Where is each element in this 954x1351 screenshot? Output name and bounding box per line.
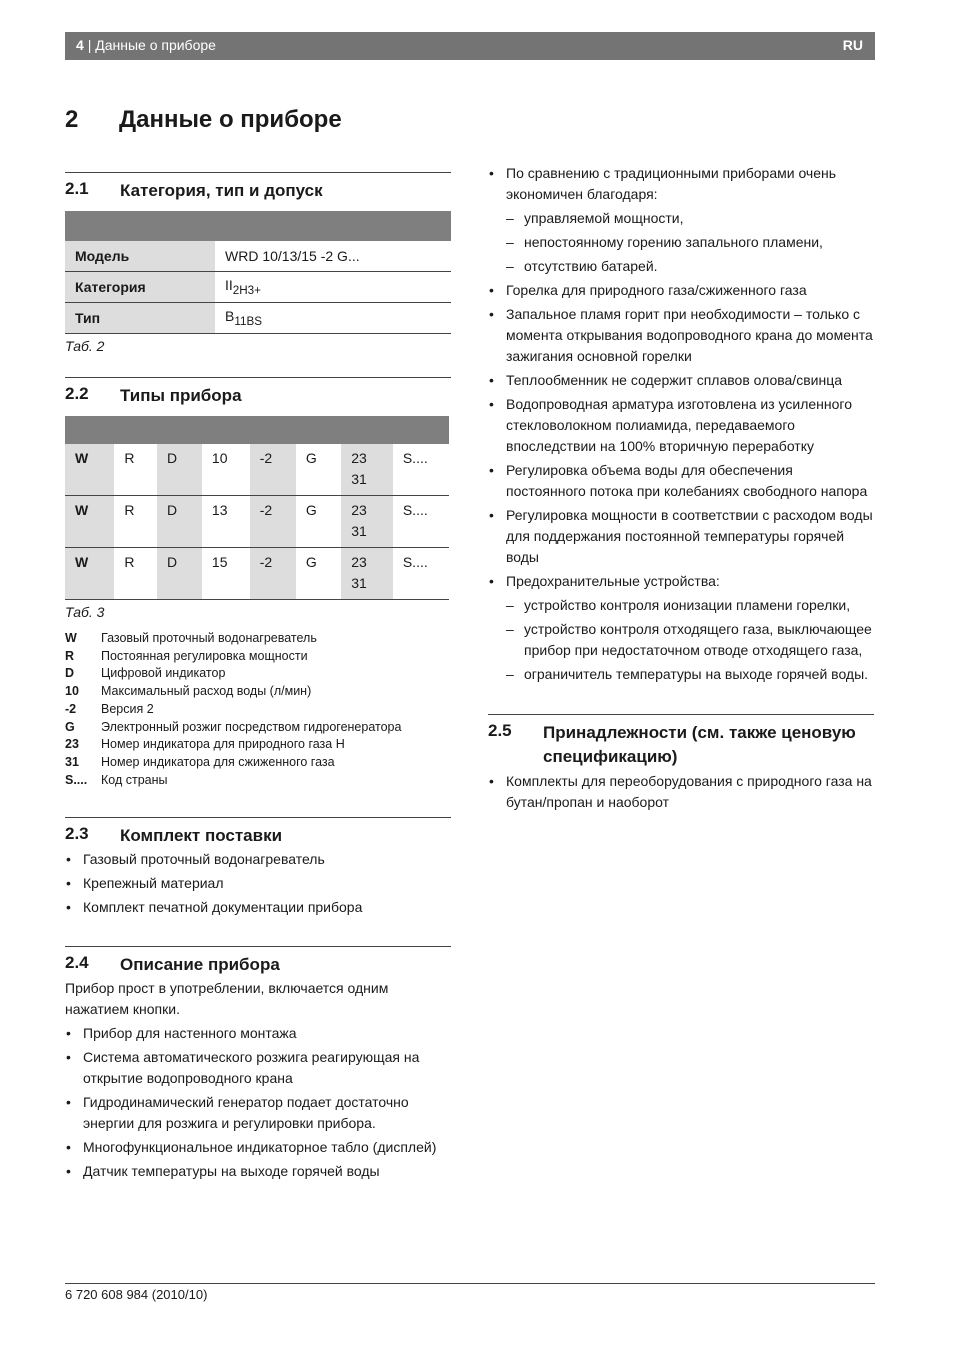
list-item <box>488 370 874 391</box>
table-cell: D <box>157 444 202 496</box>
table-cell: G <box>296 548 341 600</box>
list-item: • Прибор для настенного монтажа <box>65 1023 451 1044</box>
list-item <box>488 460 874 502</box>
list-item-text: По сравнению с традиционными приборами очень экономичен благодаря: <box>506 165 837 202</box>
types-legend <box>65 630 451 789</box>
sub-list-item: – отсутствию батарей. <box>506 256 874 277</box>
list-item: • Датчик температуры на выходе горячей воды <box>65 1161 451 1182</box>
section-title: Типы прибора <box>120 386 242 405</box>
section-title: Принадлежности (см. также ценовую спецификацию) <box>543 723 856 766</box>
section-2-5-heading <box>488 714 874 769</box>
category-table <box>65 211 451 334</box>
table-row <box>65 272 451 303</box>
table-cell: R <box>114 444 157 496</box>
sub-list <box>506 595 874 685</box>
footer-divider <box>65 1283 875 1284</box>
table-cell: -2 <box>250 444 296 496</box>
table-row <box>65 241 451 272</box>
list-item-text: Теплообменник не содержит сплавов олова/свинца <box>506 372 842 388</box>
page-number: 4 <box>76 37 84 53</box>
list-item-text: Регулировка мощности в соответствии с расходом воды для поддержания постоянной температуры горячей воды <box>506 507 873 565</box>
legend-code: 10 <box>65 684 79 699</box>
section-title: Комплект поставки <box>120 826 283 846</box>
row-key: Модель <box>65 241 215 272</box>
section-2-2-heading <box>65 377 451 408</box>
list-item <box>488 280 874 301</box>
accessories-list <box>488 771 874 813</box>
table-cell: W <box>65 444 114 496</box>
table-cell: 23 31 <box>341 548 393 600</box>
legend-item <box>65 648 451 666</box>
legend-text: Максимальный расход воды (л/мин) <box>101 684 312 699</box>
right-column <box>488 163 874 816</box>
sub-list-item: – непостоянному горению запального пламени, <box>506 232 874 253</box>
section-2-4-heading <box>65 946 451 977</box>
legend-item <box>65 719 451 737</box>
list-item: • Многофункциональное индикаторное табло (дисплей) <box>65 1137 451 1158</box>
legend-code: S.... <box>65 772 88 787</box>
list-item <box>488 304 874 367</box>
table-cell: R <box>114 548 157 600</box>
description-intro: Прибор прост в употреблении, включается одним нажатием кнопки. <box>65 980 389 1018</box>
list-item: • Система автоматического розжига реагирующая на открытие водопроводного крана <box>65 1047 451 1089</box>
legend-code: 23 <box>65 737 79 752</box>
row-value-cell <box>215 303 451 334</box>
list-item: • Комплекты для переоборудования с природного газа на бутан/пропан и наоборот <box>488 771 874 813</box>
left-column <box>65 172 451 1185</box>
section-title: Категория, тип и допуск <box>120 181 323 200</box>
table-cell: R <box>114 496 157 548</box>
table-header-row <box>65 211 451 241</box>
list-item: • Газовый проточный водонагреватель <box>65 849 451 870</box>
legend-code: D <box>65 666 75 681</box>
legend-code: -2 <box>65 701 77 716</box>
section-number: 2.5 <box>488 721 512 740</box>
list-item <box>488 571 874 685</box>
list-item-text: Регулировка объема воды для обеспечения постоянного потока при колебаниях свободного напора <box>506 462 868 499</box>
table-cell: -2 <box>250 548 296 600</box>
list-item: • Крепежный материал <box>65 873 451 894</box>
table-cell: S.... <box>393 496 449 548</box>
legend-text: Номер индикатора для природного газа H <box>101 737 345 752</box>
legend-text: Газовый проточный водонагреватель <box>101 631 317 645</box>
legend-code: W <box>65 631 77 645</box>
table-cell: G <box>296 496 341 548</box>
table-caption: Таб. 2 <box>65 338 105 354</box>
table-cell: 15 <box>202 548 250 600</box>
row-value: WRD 10/13/15 -2 G... <box>215 241 451 272</box>
legend-item <box>65 630 451 648</box>
section-title: Описание прибора <box>120 955 280 975</box>
row-value: II <box>225 277 233 294</box>
section-2-3-heading <box>65 817 451 848</box>
table-cell: -2 <box>250 496 296 548</box>
language-code: RU <box>842 37 863 53</box>
table-cell: 23 31 <box>341 444 393 496</box>
table-cell: S.... <box>393 444 449 496</box>
legend-code: G <box>65 719 75 734</box>
table-cell: 13 <box>202 496 250 548</box>
chapter-title: Данные о приборе <box>119 106 342 133</box>
legend-text: Номер индикатора для сжиженного газа <box>101 754 335 769</box>
legend-text: Электронный розжиг посредством гидрогенератора <box>101 719 402 734</box>
legend-item <box>65 736 451 754</box>
section-number: 2.3 <box>65 824 89 844</box>
sub-list-item: – устройство контроля отходящего газа, выключающее прибор при недостаточном отводе отходящего газа, <box>506 619 874 661</box>
legend-item <box>65 683 451 701</box>
header-left <box>76 37 216 53</box>
table-row <box>65 303 451 334</box>
list-item: • Комплект печатной документации прибора <box>65 897 451 918</box>
table-header-row <box>65 416 449 444</box>
table-cell: G <box>296 444 341 496</box>
table-row <box>65 496 449 548</box>
list-item <box>488 505 874 568</box>
list-item-text: Горелка для природного газа/сжиженного газа <box>506 282 807 298</box>
row-value-sub: 2H3+ <box>232 283 261 297</box>
table-cell: D <box>157 548 202 600</box>
sub-list-item: – управляемой мощности, <box>506 208 874 229</box>
features-list <box>488 163 874 685</box>
chapter-heading <box>65 106 342 134</box>
section-number: 2.4 <box>65 953 89 973</box>
header-separator: | <box>87 37 92 53</box>
list-item <box>488 394 874 457</box>
legend-item <box>65 701 451 719</box>
list-item <box>488 163 874 277</box>
row-key: Тип <box>65 303 215 334</box>
list-item-text: Предохранительные устройства: <box>506 573 720 589</box>
section-number: 2.2 <box>65 384 89 403</box>
table-row <box>65 444 449 496</box>
list-item-text: Водопроводная арматура изготовлена из усиленного стекловолокном полиамида, передаваемого впоследствии на 100% вторичную переработку <box>506 396 853 454</box>
page-header <box>65 32 875 60</box>
table-cell: 10 <box>202 444 250 496</box>
table-cell: S.... <box>393 548 449 600</box>
legend-text: Постоянная регулировка мощности <box>101 648 308 663</box>
legend-text: Цифровой индикатор <box>101 666 226 681</box>
list-item-text: Запальное пламя горит при необходимости – только с момента открывания водопроводного крана до момента зажигания основной горелки <box>506 306 873 364</box>
header-title: Данные о приборе <box>95 37 216 53</box>
row-value-sub: 11BS <box>234 314 262 328</box>
delivery-list <box>65 849 451 918</box>
legend-text: Код страны <box>101 772 168 787</box>
document-code: 6 720 608 984 (2010/10) <box>65 1287 208 1302</box>
row-value-cell <box>215 272 451 303</box>
legend-text: Версия 2 <box>101 701 154 716</box>
table-caption: Таб. 3 <box>65 604 105 620</box>
legend-item <box>65 754 451 772</box>
description-list <box>65 1023 451 1182</box>
sub-list-item: – устройство контроля ионизации пламени горелки, <box>506 595 874 616</box>
row-value: B <box>225 308 235 325</box>
legend-code: 31 <box>65 754 79 769</box>
legend-item <box>65 772 451 790</box>
section-number: 2.1 <box>65 179 89 198</box>
legend-item <box>65 665 451 683</box>
section-2-1-heading <box>65 172 451 203</box>
row-key: Категория <box>65 272 215 303</box>
sub-list <box>506 208 874 277</box>
table-cell: W <box>65 496 114 548</box>
table-cell: D <box>157 496 202 548</box>
list-item: • Гидродинамический генератор подает достаточно энергии для розжига и регулировки прибора. <box>65 1092 451 1134</box>
table-row <box>65 548 449 600</box>
table-cell: W <box>65 548 114 600</box>
chapter-number: 2 <box>65 106 79 133</box>
table-cell: 23 31 <box>341 496 393 548</box>
legend-code: R <box>65 648 75 663</box>
types-table <box>65 416 449 600</box>
sub-list-item: – ограничитель температуры на выходе горячей воды. <box>506 664 874 685</box>
